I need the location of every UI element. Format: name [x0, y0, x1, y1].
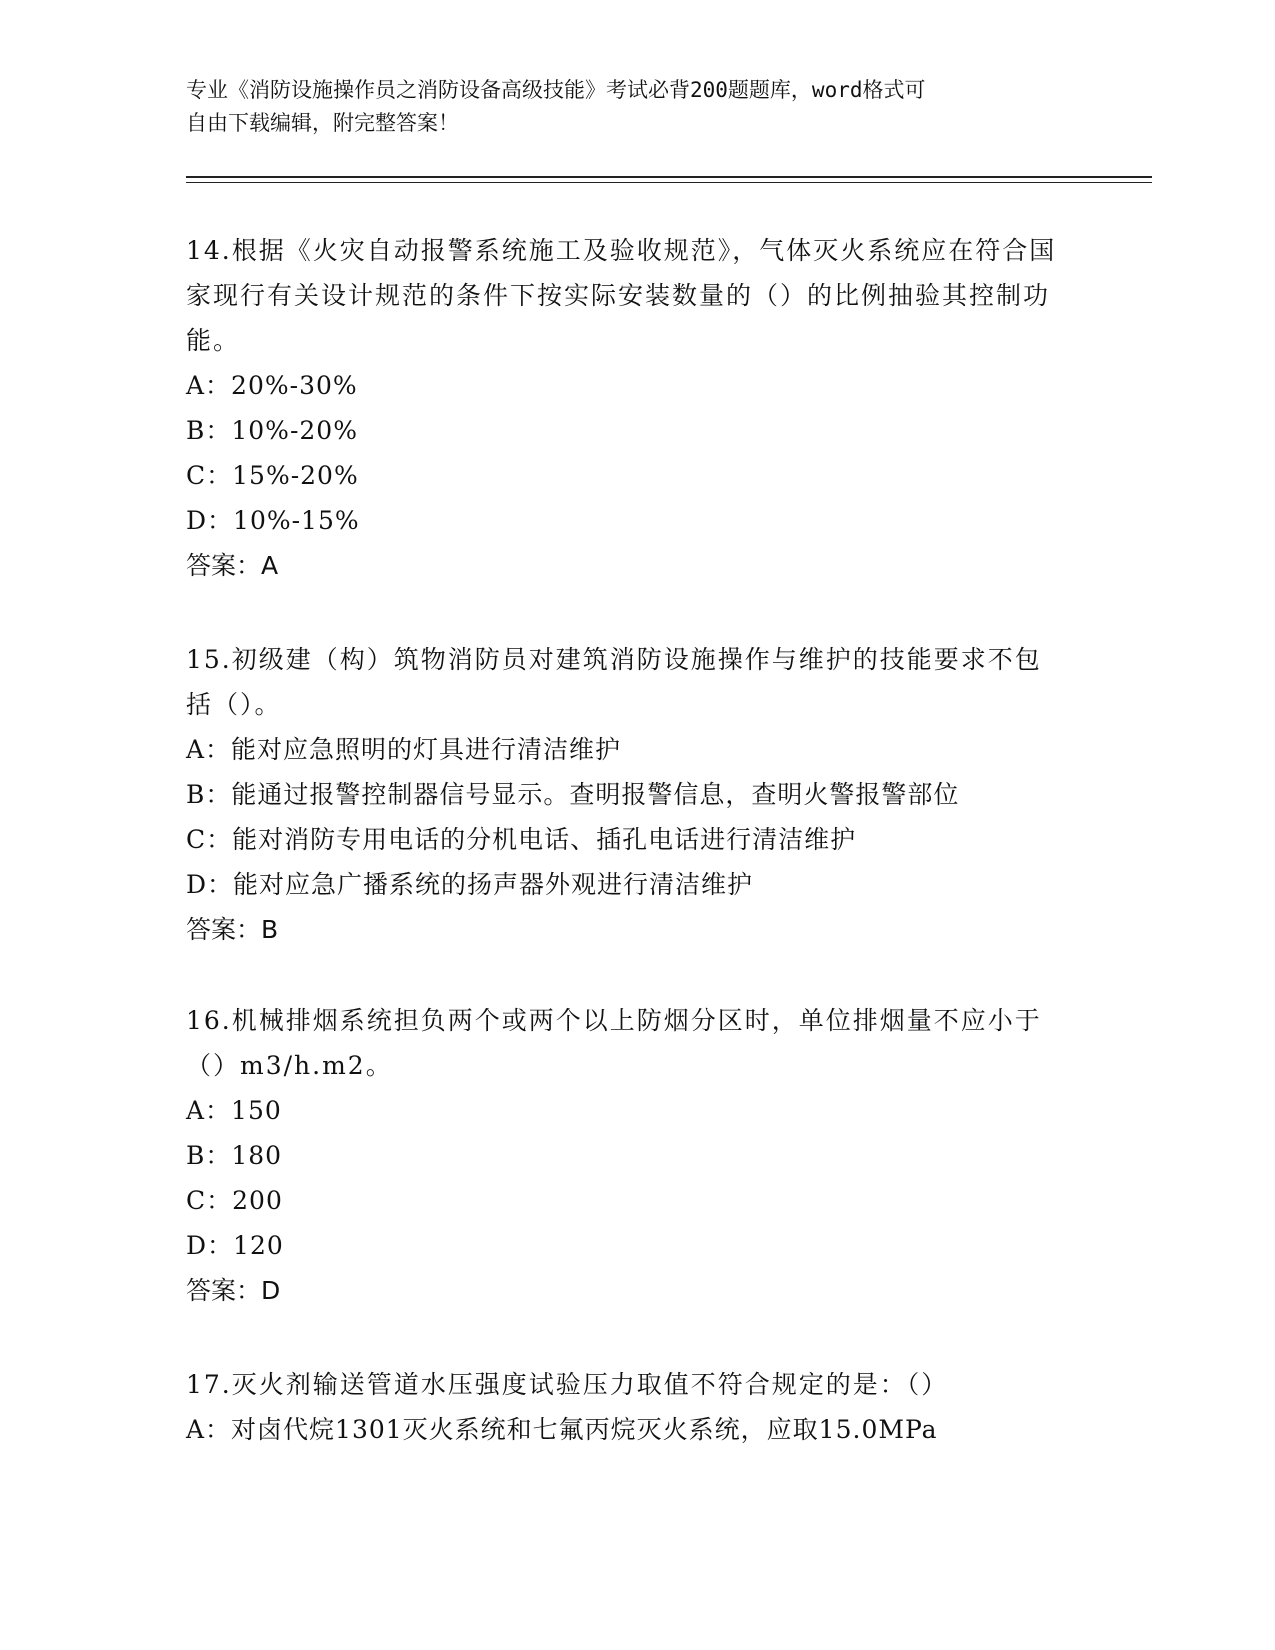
option-a: A：能对应急照明的灯具进行清洁维护	[186, 735, 622, 764]
document-header	[186, 74, 1066, 140]
question-16	[186, 998, 1066, 1313]
header-divider-bottom	[186, 182, 1152, 183]
option-b: B：能通过报警控制器信号显示。查明报警信息，查明火警报警部位	[186, 780, 960, 809]
option-a: A：对卤代烷1301灭火系统和七氟丙烷灭火系统，应取15.0MPa	[186, 1415, 938, 1444]
option-c: C：15%-20%	[186, 461, 359, 490]
option-a: A：150	[186, 1096, 282, 1125]
option-b: B：10%-20%	[186, 416, 358, 445]
option-c: C：200	[186, 1186, 283, 1215]
option-d: D：120	[186, 1231, 284, 1260]
header-line-2: 自由下载编辑，附完整答案！	[186, 111, 459, 135]
option-d: D：10%-15%	[186, 506, 360, 535]
question-14	[186, 228, 1066, 588]
option-a: A：20%-30%	[186, 371, 358, 400]
answer: 答案：D	[186, 1276, 281, 1305]
answer: 答案：B	[186, 915, 279, 944]
header-divider-top	[186, 176, 1152, 178]
question-stem: 16.机械排烟系统担负两个或两个以上防烟分区时，单位排烟量不应小于（）m3/h.m2。	[186, 1006, 1042, 1080]
question-stem: 15.初级建（构）筑物消防员对建筑消防设施操作与维护的技能要求不包括（）。	[186, 645, 1042, 719]
header-line-1: 专业《消防设施操作员之消防设备高级技能》考试必背200题题库，word格式可	[186, 78, 926, 102]
option-b: B：180	[186, 1141, 283, 1170]
option-c: C：能对消防专用电话的分机电话、插孔电话进行清洁维护	[186, 825, 857, 854]
question-15	[186, 637, 1066, 952]
answer: 答案：A	[186, 551, 279, 580]
question-17	[186, 1362, 1066, 1452]
question-stem: 14.根据《火灾自动报警系统施工及验收规范》，气体灭火系统应在符合国家现行有关设计规范的条件下按实际安装数量的（）的比例抽验其控制功能。	[186, 236, 1057, 355]
question-stem: 17.灭火剂输送管道水压强度试验压力取值不符合规定的是：（）	[186, 1370, 949, 1399]
option-d: D：能对应急广播系统的扬声器外观进行清洁维护	[186, 870, 754, 899]
